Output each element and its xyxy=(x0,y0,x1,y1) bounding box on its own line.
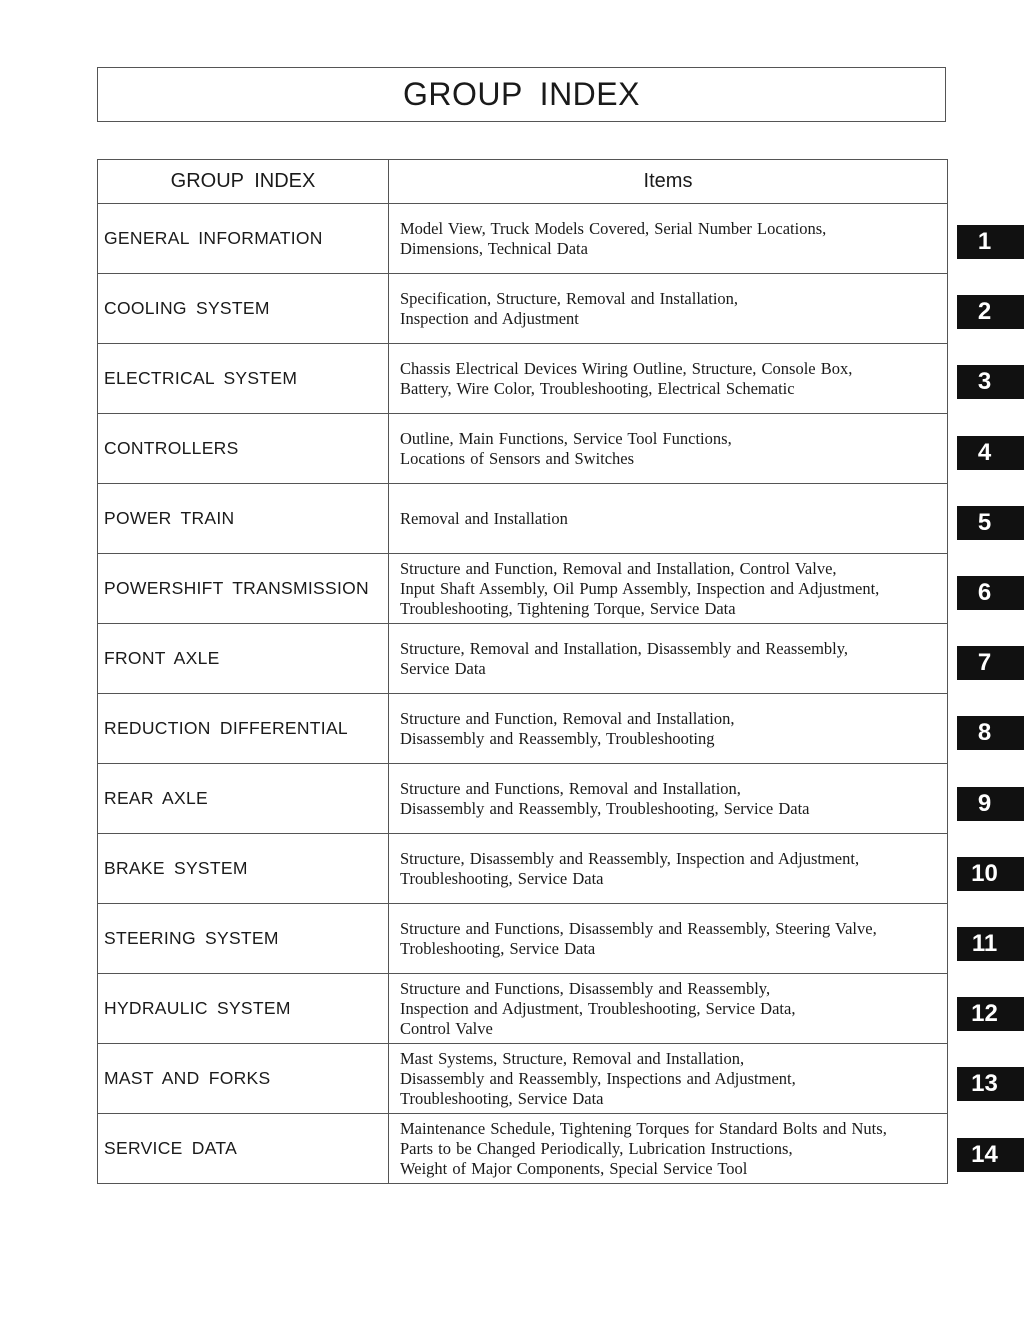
items-cell xyxy=(389,1044,948,1114)
item-line: Parts to be Changed Periodically, Lubrication Instructions, xyxy=(400,1138,793,1158)
table-row xyxy=(98,554,948,624)
section-tab-14[interactable]: 14 xyxy=(957,1138,1024,1172)
items-cell xyxy=(389,764,948,834)
table-row xyxy=(98,974,948,1044)
item-line: Structure and Function, Removal and Installation, xyxy=(400,708,735,728)
item-line: Structure and Functions, Disassembly and Reassembly, Steering Valve, xyxy=(400,918,877,938)
group-name-cell: POWERSHIFT TRANSMISSION xyxy=(98,554,389,624)
group-name-cell: STEERING SYSTEM xyxy=(98,904,389,974)
group-name-cell: FRONT AXLE xyxy=(98,624,389,694)
item-line: Inspection and Adjustment xyxy=(400,308,579,328)
table-row xyxy=(98,1114,948,1184)
table-row xyxy=(98,274,948,344)
item-line: Model View, Truck Models Covered, Serial Number Locations, xyxy=(400,218,827,238)
item-line: Troubleshooting, Tightening Torque, Service Data xyxy=(400,598,736,618)
item-line: Trobleshooting, Service Data xyxy=(400,938,596,958)
table-row xyxy=(98,624,948,694)
table-row xyxy=(98,344,948,414)
items-cell xyxy=(389,904,948,974)
section-tab-11[interactable]: 11 xyxy=(957,927,1024,961)
item-line: Input Shaft Assembly, Oil Pump Assembly, Inspection and Adjustment, xyxy=(400,578,880,598)
item-line: Maintenance Schedule, Tightening Torques for Standard Bolts and Nuts, xyxy=(400,1118,887,1138)
item-line: Disassembly and Reassembly, Inspections and Adjustment, xyxy=(400,1068,796,1088)
section-tab-7[interactable]: 7 xyxy=(957,646,1024,680)
table-header-row xyxy=(98,160,948,204)
header-items: Items xyxy=(389,160,948,204)
item-line: Control Valve xyxy=(400,1018,493,1038)
page-title: GROUP INDEX xyxy=(97,67,946,122)
group-index-table xyxy=(97,159,948,1184)
item-line: Troubleshooting, Service Data xyxy=(400,1088,604,1108)
group-name-cell: POWER TRAIN xyxy=(98,484,389,554)
table-row xyxy=(98,834,948,904)
items-cell xyxy=(389,484,948,554)
group-name-cell: GENERAL INFORMATION xyxy=(98,204,389,274)
item-line: Mast Systems, Structure, Removal and Installation, xyxy=(400,1048,745,1068)
section-tab-2[interactable]: 2 xyxy=(957,295,1024,329)
section-tab-13[interactable]: 13 xyxy=(957,1067,1024,1101)
section-tab-8[interactable]: 8 xyxy=(957,716,1024,750)
table-row xyxy=(98,694,948,764)
item-line: Specification, Structure, Removal and Installation, xyxy=(400,288,739,308)
item-line: Structure, Disassembly and Reassembly, Inspection and Adjustment, xyxy=(400,848,860,868)
items-cell xyxy=(389,624,948,694)
section-tab-3[interactable]: 3 xyxy=(957,365,1024,399)
section-tab-12[interactable]: 12 xyxy=(957,997,1024,1031)
item-line: Structure, Removal and Installation, Disassembly and Reassembly, xyxy=(400,638,849,658)
header-group-index: GROUP INDEX xyxy=(98,160,389,204)
items-cell xyxy=(389,834,948,904)
item-line: Disassembly and Reassembly, Troubleshooting, Service Data xyxy=(400,798,810,818)
section-tab-9[interactable]: 9 xyxy=(957,787,1024,821)
items-cell xyxy=(389,694,948,764)
group-name-cell: BRAKE SYSTEM xyxy=(98,834,389,904)
item-line: Troubleshooting, Service Data xyxy=(400,868,604,888)
item-line: Service Data xyxy=(400,658,486,678)
item-line: Structure and Function, Removal and Installation, Control Valve, xyxy=(400,558,837,578)
item-line: Weight of Major Components, Special Service Tool xyxy=(400,1158,748,1178)
item-line: Dimensions, Technical Data xyxy=(400,238,588,258)
table-row xyxy=(98,484,948,554)
table-row xyxy=(98,764,948,834)
table-body xyxy=(98,204,948,1184)
section-tab-10[interactable]: 10 xyxy=(957,857,1024,891)
item-line: Inspection and Adjustment, Troubleshooting, Service Data, xyxy=(400,998,796,1018)
section-tab-5[interactable]: 5 xyxy=(957,506,1024,540)
items-cell xyxy=(389,274,948,344)
table-row xyxy=(98,1044,948,1114)
item-line: Disassembly and Reassembly, Troubleshooting xyxy=(400,728,715,748)
section-tab-1[interactable]: 1 xyxy=(957,225,1024,259)
group-name-cell: CONTROLLERS xyxy=(98,414,389,484)
item-line: Battery, Wire Color, Troubleshooting, Electrical Schematic xyxy=(400,378,795,398)
item-line: Structure and Functions, Disassembly and Reassembly, xyxy=(400,978,771,998)
group-name-cell: REAR AXLE xyxy=(98,764,389,834)
table-row xyxy=(98,204,948,274)
section-tab-6[interactable]: 6 xyxy=(957,576,1024,610)
group-name-cell: SERVICE DATA xyxy=(98,1114,389,1184)
item-line: Chassis Electrical Devices Wiring Outline, Structure, Console Box, xyxy=(400,358,853,378)
group-name-cell: HYDRAULIC SYSTEM xyxy=(98,974,389,1044)
item-line: Removal and Installation xyxy=(400,508,568,528)
group-name-cell: ELECTRICAL SYSTEM xyxy=(98,344,389,414)
items-cell xyxy=(389,204,948,274)
items-cell xyxy=(389,554,948,624)
group-name-cell: MAST AND FORKS xyxy=(98,1044,389,1114)
item-line: Outline, Main Functions, Service Tool Functions, xyxy=(400,428,732,448)
section-tab-4[interactable]: 4 xyxy=(957,436,1024,470)
items-cell xyxy=(389,1114,948,1184)
item-line: Locations of Sensors and Switches xyxy=(400,448,635,468)
group-name-cell: REDUCTION DIFFERENTIAL xyxy=(98,694,389,764)
items-cell xyxy=(389,974,948,1044)
table-row xyxy=(98,414,948,484)
table-row xyxy=(98,904,948,974)
items-cell xyxy=(389,414,948,484)
items-cell xyxy=(389,344,948,414)
item-line: Structure and Functions, Removal and Installation, xyxy=(400,778,741,798)
group-name-cell: COOLING SYSTEM xyxy=(98,274,389,344)
